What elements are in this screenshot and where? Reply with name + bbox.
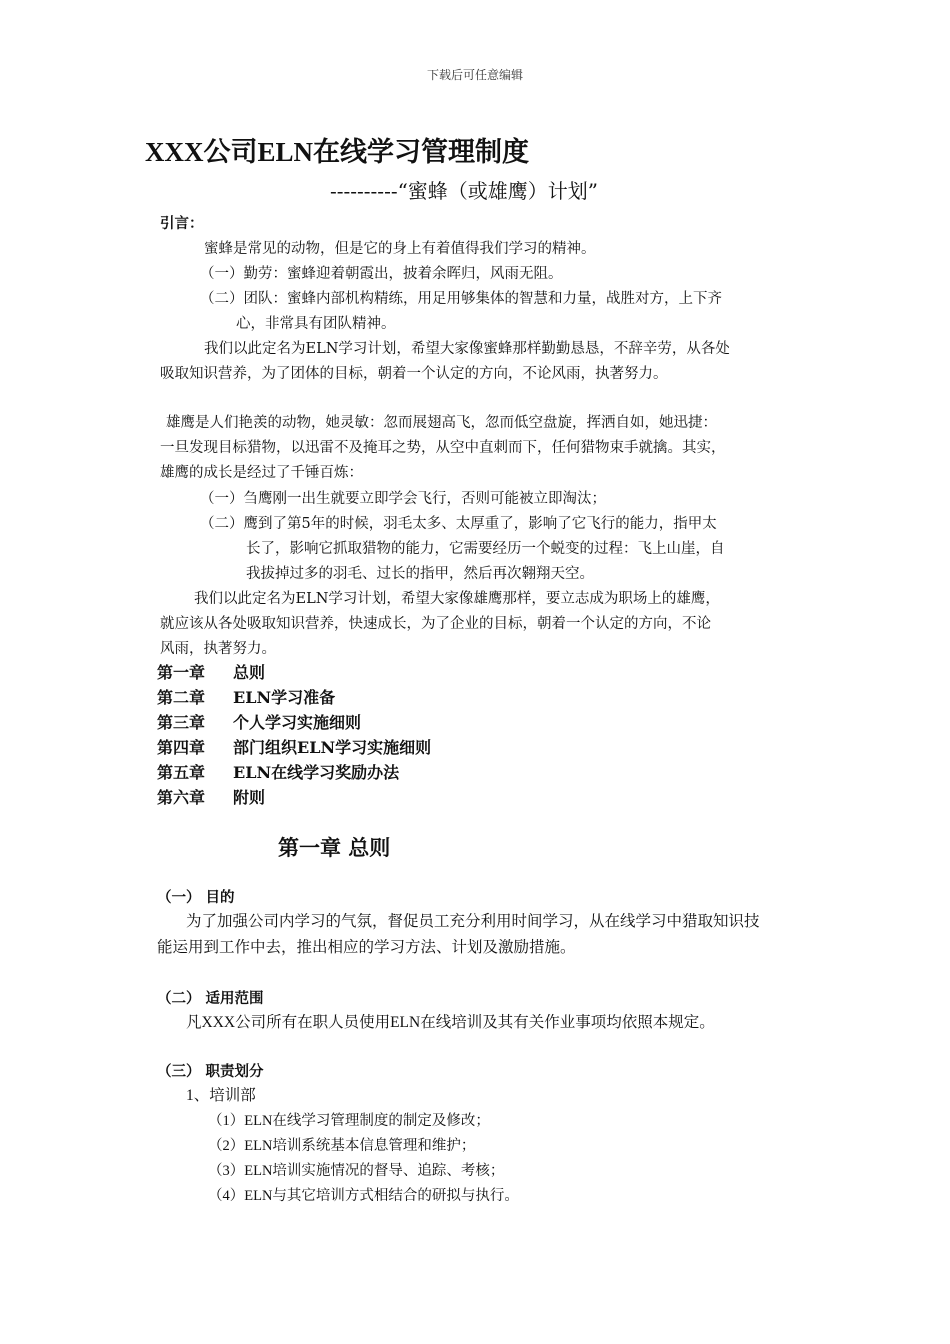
eagle-line: 就应该从各处吸取知识营养，快速成长，为了企业的目标，朝着一个认定的方向，不论	[160, 616, 711, 632]
chapter-heading: 第一章 总则	[278, 835, 391, 860]
body-line: 能运用到工作中去，推出相应的学习方法、计划及激励措施。	[157, 939, 576, 956]
document-title: XXX公司ELN在线学习管理制度	[145, 137, 530, 167]
bee-line: 心，非常具有团队精神。	[236, 316, 396, 332]
eagle-line: 雄鹰的成长是经过了千锤百炼：	[160, 465, 363, 481]
toc-item	[157, 785, 265, 810]
eagle-line: 一旦发现目标猎物，以迅雷不及掩耳之势，从空中直刺而下，任何猎物束手就擒。其实，	[160, 440, 726, 456]
toc-item	[157, 735, 431, 760]
toc-chapter-number: 第二章	[157, 688, 206, 707]
document-subtitle: ----------“蜜蜂（或雄鹰）计划”	[330, 179, 599, 203]
body-line: 为了加强公司内学习的气氛，督促员工充分利用时间学习，从在线学习中猎取知识技	[186, 913, 760, 930]
eagle-line: 雄鹰是人们艳羡的动物，她灵敏：忽而展翅高飞，忽而低空盘旋，挥洒自如，她迅捷：	[166, 415, 717, 431]
toc-chapter-name: 个人学习实施细则	[233, 713, 362, 732]
toc-chapter-name: ELN学习准备	[233, 688, 336, 707]
toc-item	[157, 685, 335, 710]
toc-item	[157, 660, 265, 685]
section-title: （二） 适用范围	[157, 990, 264, 1007]
toc-chapter-name: 部门组织ELN学习实施细则	[233, 738, 432, 757]
toc-chapter-number: 第三章	[157, 713, 206, 732]
header-note: 下载后可任意编辑	[426, 68, 523, 82]
toc-chapter-name: 总则	[233, 663, 266, 682]
eagle-line: （一）刍鹰刚一出生就要立即学会飞行，否则可能被立即淘汰；	[200, 491, 606, 507]
subsection-label: 1、培训部	[186, 1087, 256, 1104]
intro-label: 引言：	[160, 215, 204, 232]
toc-chapter-number: 第六章	[157, 788, 206, 807]
bee-line: 我们以此定名为ELN学习计划，希望大家像蜜蜂那样勤勤恳恳，不辞辛劳，从各处	[204, 341, 730, 357]
duty-item: （2）ELN培训系统基本信息管理和维护；	[208, 1138, 476, 1154]
eagle-line: 风雨，执著努力。	[160, 641, 276, 657]
eagle-line: （二）鹰到了第5年的时候，羽毛太多、太厚重了，影响了它飞行的能力，指甲太	[200, 516, 717, 532]
bee-line: （一）勤劳：蜜蜂迎着朝霞出，披着余晖归，风雨无阻。	[200, 266, 563, 282]
toc-chapter-name: ELN在线学习奖励办法	[233, 763, 400, 782]
section-title: （三） 职责划分	[157, 1063, 264, 1080]
bee-line: 吸取知识营养，为了团体的目标，朝着一个认定的方向，不论风雨，执著努力。	[160, 366, 668, 382]
duty-item: （3）ELN培训实施情况的督导、追踪、考核；	[208, 1163, 505, 1179]
section-title: （一） 目的	[157, 889, 235, 906]
eagle-line: 长了，影响它抓取猎物的能力，它需要经历一个蜕变的过程：飞上山崖，自	[246, 541, 725, 557]
eagle-line: 我拔掉过多的羽毛、过长的指甲，然后再次翱翔天空。	[246, 566, 594, 582]
bee-line: 蜜蜂是常见的动物，但是它的身上有着值得我们学习的精神。	[204, 241, 596, 257]
toc-item	[157, 760, 399, 785]
bee-line: （二）团队：蜜蜂内部机构精练，用足用够集体的智慧和力量，战胜对方，上下齐	[200, 291, 722, 307]
toc-chapter-number: 第四章	[157, 738, 206, 757]
toc-chapter-name: 附则	[233, 788, 266, 807]
eagle-line: 我们以此定名为ELN学习计划，希望大家像雄鹰那样，要立志成为职场上的雄鹰，	[194, 591, 720, 607]
duty-item: （1）ELN在线学习管理制度的制定及修改；	[208, 1113, 490, 1129]
toc-item	[157, 710, 361, 735]
duty-item: （4）ELN与其它培训方式相结合的研拟与执行。	[208, 1188, 519, 1204]
toc-chapter-number: 第一章	[157, 663, 206, 682]
toc-chapter-number: 第五章	[157, 763, 206, 782]
body-line: 凡XXX公司所有在职人员使用ELN在线培训及其有关作业事项均依照本规定。	[186, 1014, 715, 1031]
